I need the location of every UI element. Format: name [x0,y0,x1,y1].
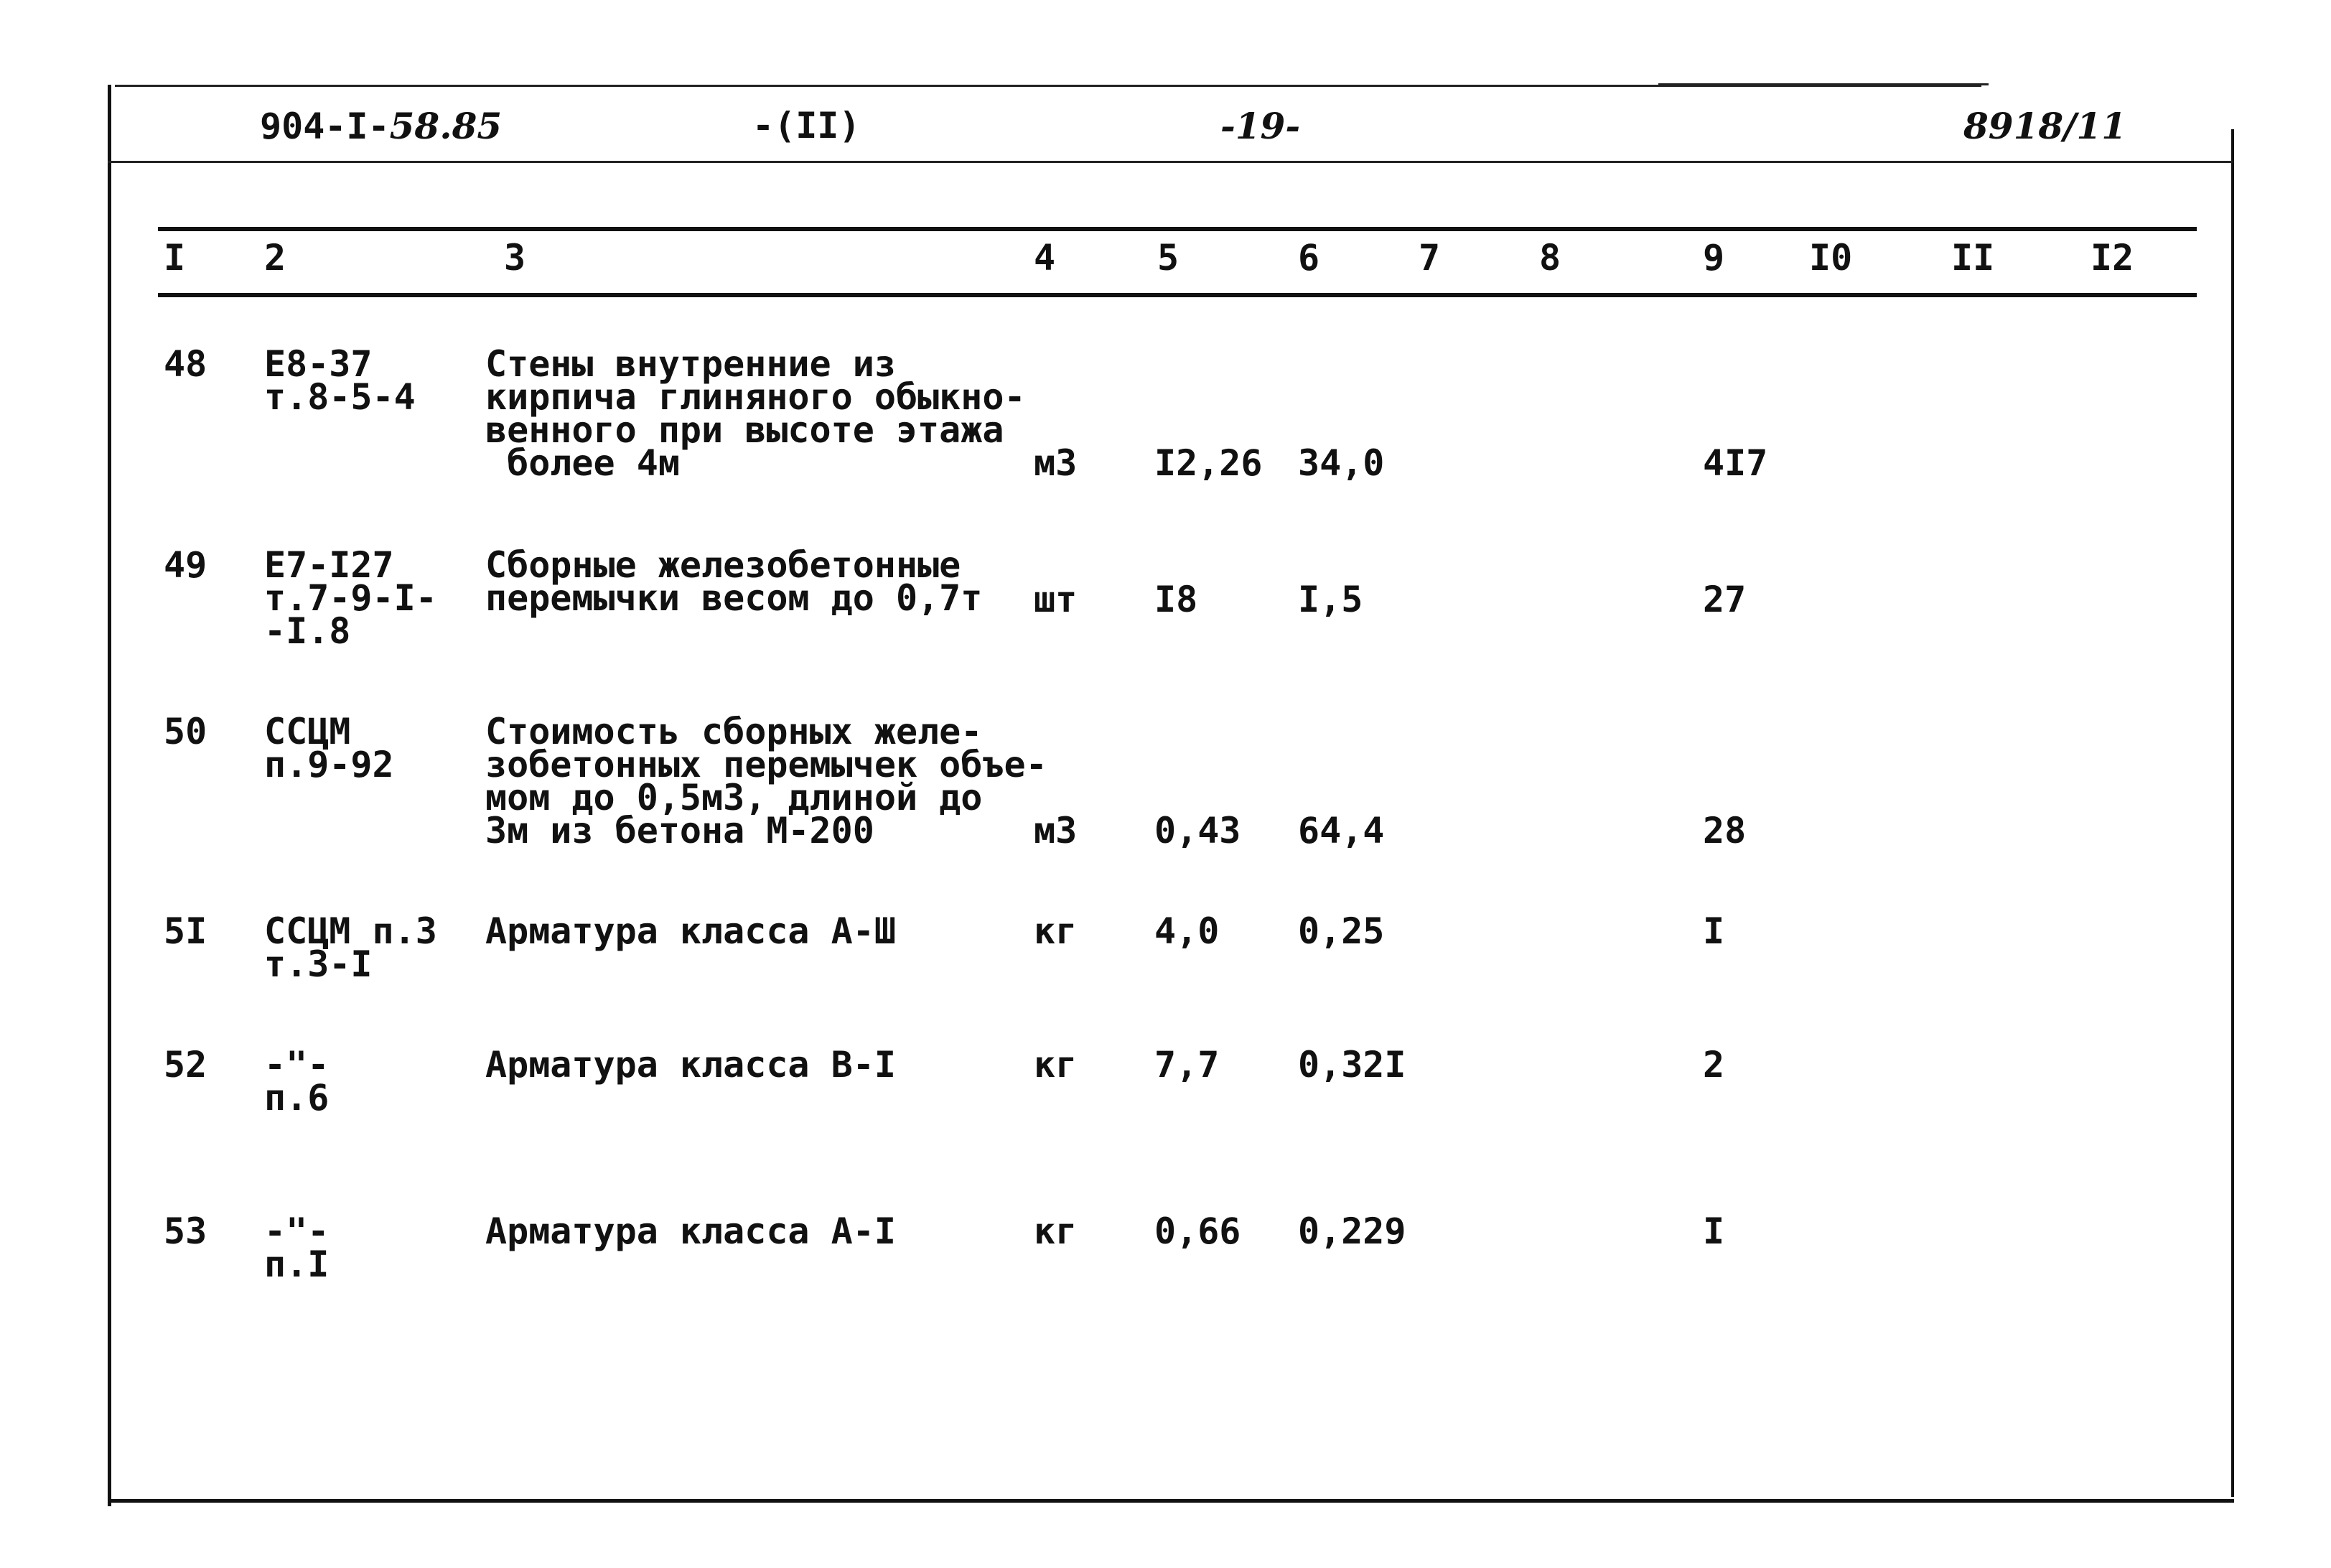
column-header: 3 [504,237,526,279]
work-description: Сборные железобетонные перемычки весом до 0,7т [485,544,983,619]
rate-code: ССЦМ п.9-92 [264,711,394,785]
column-header: 5 [1157,237,1179,279]
work-description: Арматура класса В-I [485,1044,896,1086]
frame-bottom-line [108,1499,2234,1503]
work-description: Стоимость сборных желе- зобетонных перемычек объе- мом до 0,5м3, длиной до 3м из бетона М-200 [485,711,1047,851]
column-header: I2 [2091,237,2134,279]
unit-price: 0,229 [1298,1210,1406,1252]
unit: кг [1034,910,1078,952]
work-description: Арматура класса А-I [485,1210,896,1252]
unit-price: 0,32I [1298,1044,1406,1086]
row-number: 49 [164,544,207,586]
column-header: 2 [264,237,286,279]
quantity: 0,66 [1154,1210,1241,1252]
sheet-reference: 8918/11 [1963,105,2127,147]
quantity: 0,43 [1154,810,1241,851]
row-number: 5I [164,910,207,952]
quantity: I2,26 [1154,442,1263,484]
rate-code: E7-I27 т.7-9-I- -I.8 [264,544,437,652]
quantity: I8 [1154,579,1198,620]
unit-price: I,5 [1298,579,1363,620]
header-divider [108,161,2233,163]
unit-price: 34,0 [1298,442,1385,484]
quantity: 7,7 [1154,1044,1220,1086]
page-number: -19- [1220,105,1301,147]
total-cost: I [1703,910,1725,952]
rate-code: -"- п.I [264,1210,330,1285]
column-header: 4 [1034,237,1056,279]
column-header: 8 [1539,237,1561,279]
total-cost: 2 [1703,1044,1725,1086]
total-cost: 28 [1703,810,1747,851]
column-header: I0 [1809,237,1853,279]
column-header: 6 [1298,237,1320,279]
total-cost: 27 [1703,579,1747,620]
frame-top-line-right [1658,83,1989,85]
column-header: 9 [1703,237,1725,279]
unit: кг [1034,1210,1078,1252]
column-header: I [164,237,186,279]
unit: м3 [1034,810,1078,851]
row-number: 52 [164,1044,207,1086]
document-code-printed: 904-I- [260,106,390,147]
work-description: Арматура класса А-Ш [485,910,896,952]
quantity: 4,0 [1154,910,1220,952]
rate-code: ССЦМ п.3 т.3-I [264,910,437,985]
column-header: II [1951,237,1995,279]
column-header: 7 [1419,237,1441,279]
row-number: 48 [164,343,207,385]
rate-code: -"- п.6 [264,1044,330,1119]
rate-code: E8-37 т.8-5-4 [264,343,416,418]
frame-left-line [108,85,111,1506]
row-number: 53 [164,1210,207,1252]
frame-right-line [2231,129,2234,1497]
unit-price: 64,4 [1298,810,1385,851]
row-number: 50 [164,711,207,752]
unit: шт [1034,579,1078,620]
section-number: -(II) [752,105,861,146]
unit: м3 [1034,442,1078,484]
table-header-rule [158,293,2197,297]
document-code-handwritten: 58.85 [389,105,503,147]
total-cost: 4I7 [1703,442,1768,484]
table-top-rule [158,227,2197,231]
total-cost: I [1703,1210,1725,1252]
unit-price: 0,25 [1298,910,1385,952]
work-description: Стены внутренние из кирпича глиняного обыкно- венного при высоте этажа более 4м [485,343,1026,484]
document-code [260,105,502,147]
unit: кг [1034,1044,1078,1086]
